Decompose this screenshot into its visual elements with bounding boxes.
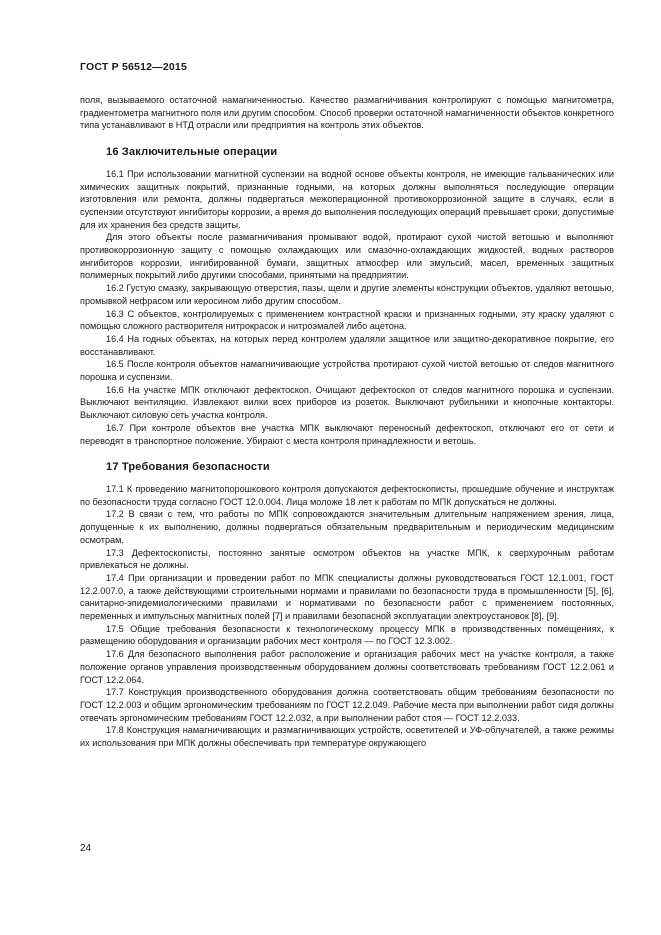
- section-16-heading: 16 Заключительные операции: [106, 146, 278, 159]
- document-code-header: ГОСТ Р 56512—2015: [80, 61, 188, 73]
- paragraph-16-1: 16.1 При использовании магнитной суспензии на водной основе объекты контроля, не имеющие гальванических или химических защитных покрытий, признанные годными, на которых должны выполняться последующие операции изготовления или ремонта, должны подвергаться межоперационной противокоррозионной защите в случаях, если в суспензии отсутствуют ингибиторы коррозии, а время до выполнения последующих операций превышает сроки, допустимые для их хранения без средств защиты.: [80, 168, 614, 230]
- paragraph-17-8: 17.8 Конструкция намагничивающих и размагничивающих устройств, осветителей и УФ-облучателей, а также режимы их использования при МПК должны обеспечивать при температуре окружающего: [80, 725, 614, 749]
- paragraph-17-5: 17.5 Общие требования безопасности к технологическому процессу МПК в производственных помещениях, к размещению оборудования и организации рабочих мест контроля — по ГОСТ 12.3.002.: [80, 623, 614, 647]
- section-17-heading: 17 Требования безопасности: [106, 461, 270, 474]
- paragraph-16-5: 16.5 После контроля объектов намагничивающие устройства протирают сухой чистой ветошью от следов магнитного порошка и суспензии.: [80, 359, 614, 383]
- paragraph-17-4: 17.4 При организации и проведении работ по МПК специалисты должны руководствоваться ГОСТ 12.1.001, ГОСТ 12.2.007.0, а также действующими строительными нормами и правилами по безопасности труда в промышленности [5], [6], санитарно-эпидемиологическими правилами и нормативами по безопасности работ с применением постоянных, переменных и импульсных магнитных полей [7] и правилами безопасной эксплуатации электроустановок [8], [9].: [80, 572, 614, 622]
- paragraph-17-2: 17.2 В связи с тем, что работы по МПК сопровождаются значительным длительным напряжением зрения, лица, допущенные к их выполнению, должны подвергаться обязательным предварительным и периодическим медицинским осмотрам.: [80, 509, 614, 545]
- paragraph-16-2: 16.2 Густую смазку, закрывающую отверстия, пазы, щели и другие элементы конструкции объектов, удаляют ветошью, промывкой нефрасом или керосином либо другим способом.: [80, 283, 614, 306]
- paragraph-17-6: 17.6 Для безопасного выполнения работ расположение и организация рабочих мест на участке контроля, а также положение органов управления производственным оборудованием должны соответствовать требованиям ГОСТ 12.2.061 и ГОСТ 12.2.064.: [80, 649, 614, 685]
- paragraph-16-1-cont: Для этого объекты после размагничивания промывают водой, протирают сухой чистой ветошью и выполняют противокоррозионную защиту с помощью охлаждающих или смазочно-охлаждающих жидкостей, водных растворов ингибиторов коррозии, ингибированной бумаги, защитных атмосфер или эмульсий, масел, временных защитных полимерных покрытий либо другими способами, принятыми на предприятии.: [80, 232, 614, 281]
- paragraph-17-3: 17.3 Дефектоскописты, постоянно занятые осмотром объектов на участке МПК, к сверхурочным работам привлекаться не должны.: [80, 547, 614, 571]
- paragraph-16-4: 16.4 На годных объектах, на которых перед контролем удаляли защитное или защитно-декоративное покрытие, его восстанавливают.: [80, 333, 614, 357]
- paragraph-16-6: 16.6 На участке МПК отключают дефектоскоп. Очищают дефектоскоп от следов магнитного порошка и суспензии. Выключают вентиляцию. Извлекают вилки всех приборов из розеток. Выключают рубильники и кнопочные контакторы. Выключают силовую сеть участка контроля.: [80, 384, 614, 421]
- paragraph-16-3: 16.3 С объектов, контролируемых с применением контрастной краски и признанных годными, эту краску удаляют с помощью сложного растворителя нитрокрасок и нитроэмалей либо ацетона.: [80, 308, 614, 332]
- paragraph-17-1: 17.1 К проведению магнитопорошкового контроля допускаются дефектоскописты, прошедшие обучение и инструктаж по безопасности труда согласно ГОСТ 12.0.004. Лица моложе 18 лет к работам по МПК допускаться не должны.: [80, 483, 614, 507]
- intro-paragraph: поля, вызываемого остаточной намагниченностью. Качество размагничивания контролируют с помощью магнитометра, градиентометра магнитного поля или другим способом. Способ проверки остаточной намагниченности объектов конкретного типа устанавливают в НТД отрасли или предприятия на контроль этих объектов.: [80, 95, 614, 131]
- paragraph-17-7: 17.7 Конструкция производственного оборудования должна соответствовать общим требованиям безопасности по ГОСТ 12.2.003 и общим эргономическим требованиям по ГОСТ 12.2.049. Рабочие места при выполнении работ сидя должны отвечать эргономическим требованиям ГОСТ 12.2.032, а при выполнении работ стоя — ГОСТ 12.2.033.: [80, 687, 614, 723]
- paragraph-16-7: 16.7 При контроле объектов вне участка МПК выключают переносный дефектоскоп, отключают его от сети и переводят в транспортное положение. Убирают с места контроля принадлежности и ветошь.: [80, 422, 614, 446]
- page-number: 24: [80, 843, 92, 854]
- document-body: [80, 94, 614, 750]
